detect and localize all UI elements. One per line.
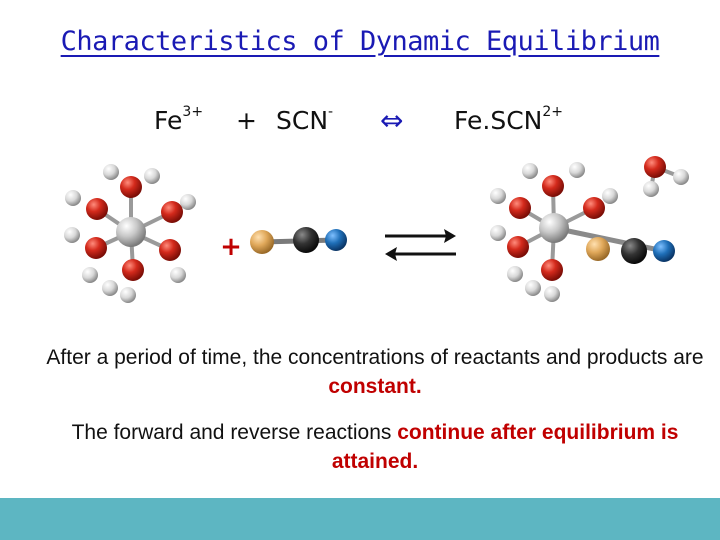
equation-plus: + — [236, 106, 257, 135]
product-charge: 2+ — [542, 104, 564, 120]
statement1-text: After a period of time, the concentrations of reactants and products are — [46, 346, 704, 369]
statement2-highlight: continue after equilibrium is attained. — [331, 421, 679, 473]
product-symbol: Fe.SCN — [454, 106, 543, 135]
fe-charge: 3+ — [182, 104, 204, 120]
scn-ion — [250, 227, 347, 254]
fe-aqua-complex — [64, 164, 196, 303]
water-molecule — [643, 156, 689, 197]
scn-symbol: SCN — [276, 106, 329, 135]
equilibrium-arrow-icon: ⇔ — [380, 104, 404, 137]
fe-symbol: Fe — [154, 106, 183, 135]
slide-title: Characteristics of Dynamic Equilibrium — [60, 26, 660, 57]
statement-concentrations — [30, 343, 720, 401]
equilibrium-double-arrow-icon — [385, 229, 456, 261]
statement2-text: The forward and reverse reactions — [71, 421, 398, 444]
statement-reactions — [30, 418, 720, 476]
diagram-plus: + — [220, 232, 242, 262]
statement1-highlight: constant. — [328, 375, 422, 398]
scn-charge: - — [328, 104, 334, 120]
footer-bar — [0, 498, 720, 540]
